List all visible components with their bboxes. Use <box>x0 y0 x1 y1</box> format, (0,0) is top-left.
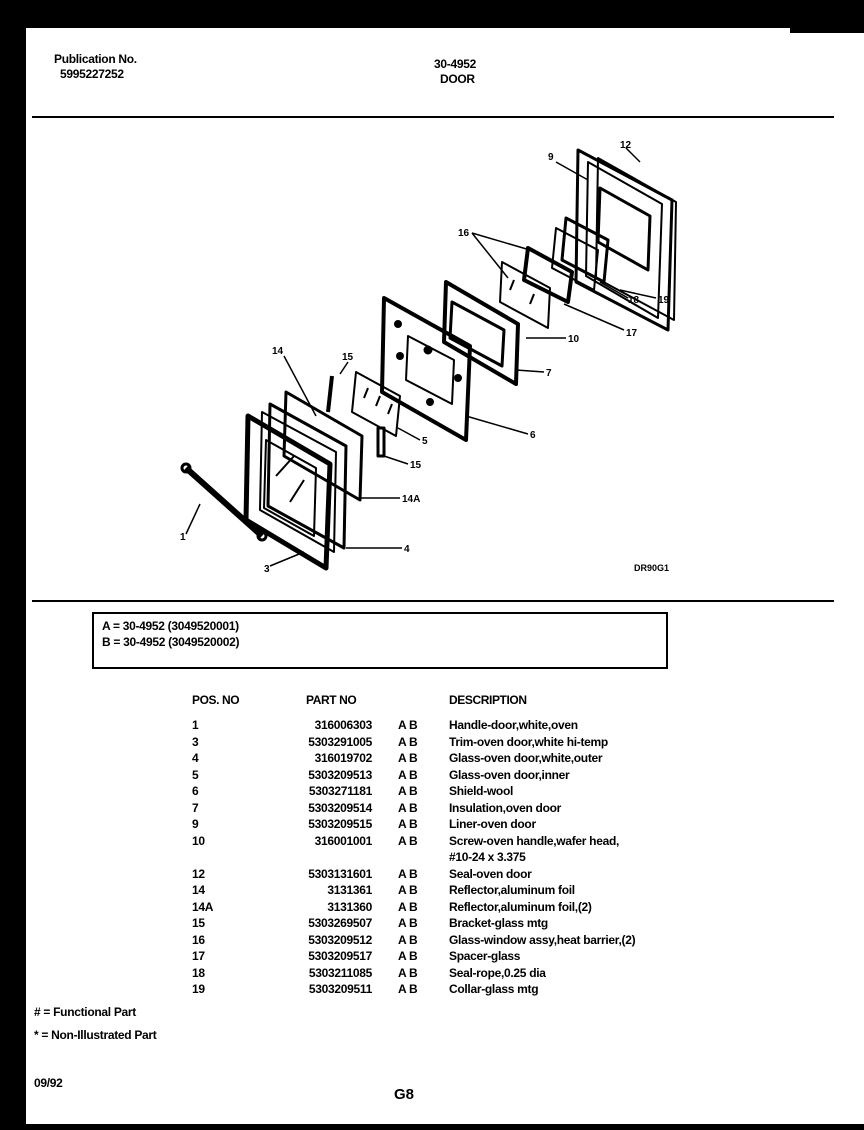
table-row <box>0 834 864 867</box>
part-no: 5303271181 <box>308 784 372 798</box>
header-divider <box>32 116 834 118</box>
pos-no: 14A <box>192 899 214 914</box>
scan-border-left-lower <box>0 300 22 1130</box>
table-row <box>0 768 864 785</box>
svg-text:5: 5 <box>422 436 428 447</box>
svg-text:6: 6 <box>530 430 536 441</box>
model-codes: A B <box>398 932 418 947</box>
part-no: 5303211085 <box>308 965 372 980</box>
col-header-part: PART NO <box>306 693 357 707</box>
publication-label: Publication No. <box>54 52 137 66</box>
part-no: 5303291005 <box>308 734 372 749</box>
table-row <box>0 718 864 735</box>
scan-border-bottom <box>0 1124 864 1130</box>
svg-text:1: 1 <box>180 532 186 543</box>
svg-text:18: 18 <box>628 295 640 306</box>
pos-no: 5 <box>192 767 199 782</box>
pos-no: 3 <box>192 734 199 749</box>
model-b: B = 30-4952 (3049520002) <box>102 635 240 649</box>
section-title: DOOR <box>440 72 475 86</box>
page-number: G8 <box>394 1086 415 1103</box>
footer-date: 09/92 <box>34 1076 63 1090</box>
pos-no: 15 <box>192 916 205 930</box>
part-no: 316006303 <box>314 718 372 732</box>
description: Screw-oven handle,wafer head, <box>449 833 620 848</box>
description: Reflector,aluminum foil,(2) <box>449 899 592 914</box>
model-codes: A B <box>398 718 418 732</box>
table-row <box>0 817 864 834</box>
description: Trim-oven door,white hi-temp <box>449 734 608 749</box>
part-no: 5303209517 <box>308 949 372 963</box>
description: Bracket-glass mtg <box>449 916 548 930</box>
svg-text:14: 14 <box>272 346 284 357</box>
model-codes: A B <box>398 949 418 963</box>
table-row <box>0 966 864 983</box>
part-no: 5303209515 <box>308 817 372 831</box>
model-codes: A B <box>398 883 418 897</box>
part-no: 5303209514 <box>308 800 372 815</box>
model-codes: A B <box>398 866 418 881</box>
table-row <box>0 751 864 768</box>
part-no: 5303209511 <box>308 982 372 996</box>
table-row <box>0 784 864 801</box>
pos-no: 1 <box>192 718 199 732</box>
drawing-id: DR90G1 <box>634 563 670 573</box>
part-no: 3131360 <box>327 899 372 914</box>
svg-text:14A: 14A <box>402 494 421 505</box>
pos-no: 16 <box>192 932 205 947</box>
description: Collar-glass mtg <box>449 982 539 996</box>
table-row <box>0 982 864 999</box>
description: Spacer-glass <box>449 949 521 963</box>
part-no: 5303269507 <box>308 916 372 930</box>
description: Handle-door,white,oven <box>449 718 578 732</box>
pos-no: 6 <box>192 784 199 798</box>
svg-text:3: 3 <box>264 564 270 575</box>
svg-text:9: 9 <box>548 152 554 163</box>
pos-no: 19 <box>192 982 205 996</box>
svg-text:15: 15 <box>342 352 354 363</box>
table-row <box>0 867 864 884</box>
model-codes: A B <box>398 965 418 980</box>
model-codes: A B <box>398 916 418 930</box>
table-row <box>0 900 864 917</box>
model-codes: A B <box>398 982 418 996</box>
description: Glass-oven door,white,outer <box>449 751 603 765</box>
description: Reflector,aluminum foil <box>449 883 575 897</box>
description: Seal-oven door <box>449 866 532 881</box>
svg-text:7: 7 <box>546 368 552 379</box>
pos-no: 17 <box>192 949 205 963</box>
col-header-pos: POS. NO <box>192 693 240 707</box>
svg-text:4: 4 <box>404 544 410 555</box>
description: Seal-rope,0.25 dia <box>449 965 546 980</box>
description-continued: #10-24 x 3.375 <box>449 850 526 864</box>
legend-non-illustrated-part: * = Non-Illustrated Part <box>34 1028 157 1042</box>
model-codes: A B <box>398 751 418 765</box>
model-codes: A B <box>398 817 418 831</box>
table-row <box>0 916 864 933</box>
description: Shield-wool <box>449 784 514 798</box>
pos-no: 9 <box>192 817 199 831</box>
svg-text:12: 12 <box>620 140 632 151</box>
scan-border-top <box>0 0 864 28</box>
table-row <box>0 949 864 966</box>
pos-no: 14 <box>192 883 205 897</box>
description: Insulation,oven door <box>449 800 562 815</box>
description: Glass-window assy,heat barrier,(2) <box>449 932 636 947</box>
part-no: 5303209512 <box>308 932 372 947</box>
model-codes: A B <box>398 833 418 848</box>
description: Glass-oven door,inner <box>449 767 570 782</box>
pos-no: 4 <box>192 751 199 765</box>
pos-no: 7 <box>192 800 199 815</box>
part-no: 316001001 <box>314 833 372 848</box>
publication-number: 5995227252 <box>60 67 124 81</box>
description: Liner-oven door <box>449 817 536 831</box>
model-number: 30-4952 <box>434 57 476 71</box>
pos-no: 18 <box>192 965 205 980</box>
part-no: 3131361 <box>327 883 372 897</box>
table-row <box>0 933 864 950</box>
part-no: 5303131601 <box>308 866 372 881</box>
model-codes: A B <box>398 734 418 749</box>
model-codes: A B <box>398 767 418 782</box>
table-row <box>0 801 864 818</box>
model-a: A = 30-4952 (3049520001) <box>102 619 239 633</box>
scan-border-top-right <box>790 28 864 33</box>
part-no: 5303209513 <box>308 767 372 782</box>
table-row <box>0 883 864 900</box>
exploded-door-diagram <box>160 130 700 590</box>
svg-text:17: 17 <box>626 328 638 339</box>
part-no: 316019702 <box>314 751 372 765</box>
col-header-desc: DESCRIPTION <box>449 693 527 707</box>
pos-no: 10 <box>192 833 205 848</box>
svg-text:16: 16 <box>458 228 470 239</box>
svg-text:10: 10 <box>568 334 580 345</box>
model-codes: A B <box>398 899 418 914</box>
svg-text:19: 19 <box>658 295 670 306</box>
model-codes: A B <box>398 784 418 798</box>
model-codes: A B <box>398 800 418 815</box>
pos-no: 12 <box>192 866 205 881</box>
legend-functional-part: # = Functional Part <box>34 1005 136 1019</box>
diagram-divider <box>32 600 834 602</box>
table-row <box>0 735 864 752</box>
model-legend-box <box>92 612 668 669</box>
svg-text:15: 15 <box>410 460 422 471</box>
